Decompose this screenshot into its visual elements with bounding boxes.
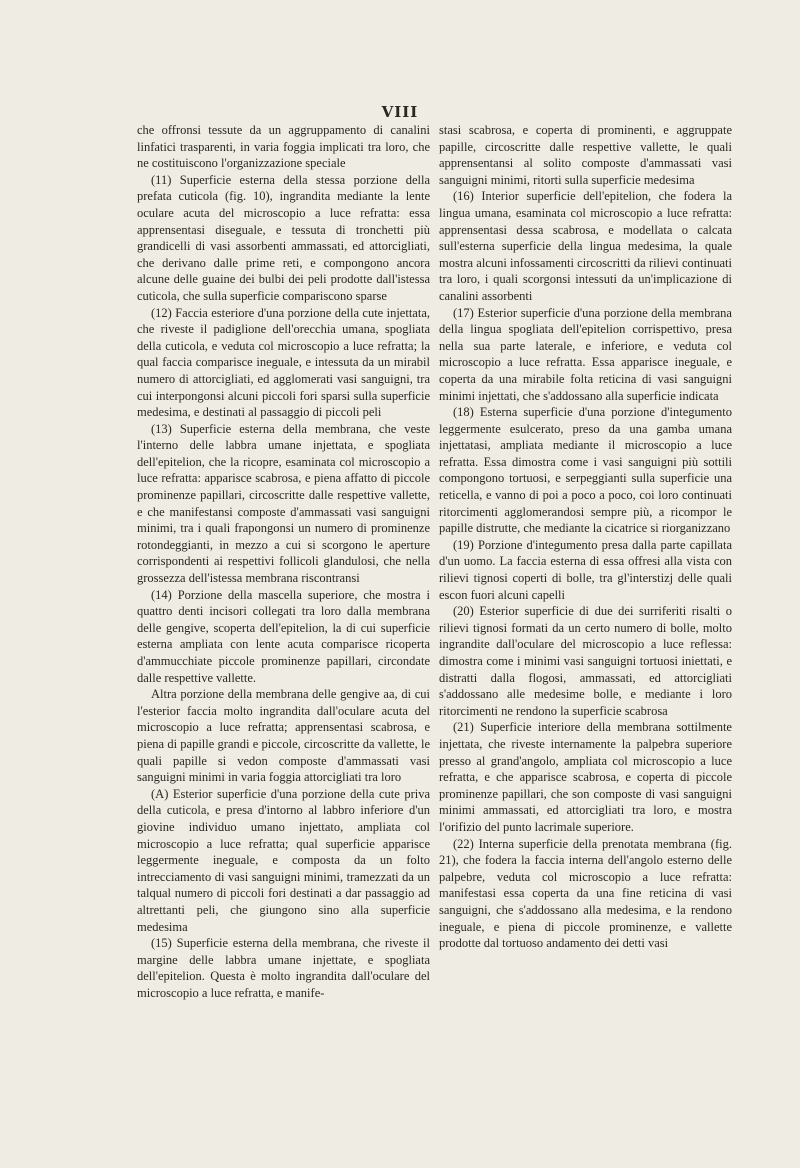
paragraph: (21) Superficie interiore della membrana sottilmente injettata, che riveste internamente la palpebra superiore presso al grand'angolo, ampliata col microscopio a luce refratta, e che apparisce scabrosa, e coperta di piccole prominenze papillari, che son composte di vasi sanguigni minimi ammassati, ed attorcigliati tra loro, e mostra l'orifizio del punto lacrimale superiore. — [439, 720, 732, 834]
paragraph: (13) Superficie esterna della membrana, che veste l'interno delle labbra umane injettata, e spogliata dell'epitelion, che la ricopre, esaminata col microscopio a luce refratta: apparisce scabrosa, e piena affatto di piccole prominenze papillari, circoscritte dalle respettive vallette, e che manifestansi composte d'ammassati vasi sanguigni minimi, tra i quali frapongonsi un numero di prominenze rotondeggianti, in mezzo a cui si scorgono le aperture corrispondenti ai respettivi follicoli glandulosi, che nella grossezza dell'istessa membrana riscontransi — [137, 421, 430, 586]
paragraph: (16) Interior superficie dell'epitelion, che fodera la lingua umana, esaminata col microscopio a luce refratta: apprensentasi dessa scabrosa, e modellata o calcata sull'esterna superficie della lingua medesima, la quale mostra alcuni infossamenti circoscritti da rilievi continuati tra loro, i quali scorgonsi intessuti da un'implicazione di canalini assorbenti — [439, 189, 732, 303]
paragraph: stasi scabrosa, e coperta di prominenti, e aggruppate papille, circoscritte dalle respettive vallette, le quali apprensentansi al solito composte d'ammassati vasi sanguigni minimi, ritorti sulla superficie medesima — [439, 123, 732, 187]
paragraph: Altra porzione della membrana delle gengive aa, di cui l'esterior faccia molto ingrandita dall'oculare acuta del microscopio a luce refratta; apprensentasi scabrosa, e piena di papille grandi e piccole, circoscritte da vallette, le quali papille si vedon composte d'ammassati vasi sanguigni minimi in varia foggia attorcigliati tra loro — [137, 687, 430, 785]
paragraph: (17) Esterior superficie d'una porzione della membrana della lingua spogliata dell'epitelion corrispettivo, presa nella sua parte laterale, e inferiore, e veduta col microscopio a luce refratta. Essa apparisce ineguale, e coperta da una mirabile folta reticina di vasi sanguigni minimi injettati, che s'addossano alla superficie indicata — [439, 305, 732, 403]
paragraph: che offronsi tessute da un aggruppamento di canalini linfatici trasparenti, in varia foggia implicati tra loro, che ne costituiscono l'organizzazione speciale — [137, 123, 430, 171]
left-column — [137, 122, 430, 1001]
paragraph: (14) Porzione della mascella superiore, che mostra i quattro denti incisori collegati tra loro dalla membrana delle gengive, scoperta dell'epitelion, la di cui superficie esterna ampliata con lente acuta comparisce ricoperta d'ammucchiate piccole prominenze papillari, circondate dalle respettive vallette. — [137, 587, 430, 685]
paragraph: (22) Interna superficie della prenotata membrana (fig. 21), che fodera la faccia interna dell'angolo esterno delle palpebre, veduta col microscopio a luce refratta: manifestasi essa coperta da una fine reticina di vasi sanguigni, che s'addossano alla medesima, e la rendono ineguale, e piena di piccole prominenze, e vallette prodotte dal tortuoso andamento dei detti vasi — [439, 836, 732, 951]
paragraph: (20) Esterior superficie di due dei surriferiti risalti o rilievi tignosi formati da un certo numero di bolle, molto ingrandite dall'oculare del microscopio a luce reflessa: dimostra come i minimi vasi sanguigni tortuosi iniettati, e distratti dalla flogosi, ammassati, ed attorcigliati s'addossano alle medesime bolle, e mediante i loro ritorcimenti ne rendono la superficie scabrosa — [439, 604, 732, 718]
paragraph: (18) Esterna superficie d'una porzione d'integumento leggermente esulcerato, preso da una gamba umana injettatasi, ampliata mediante il microscopio a luce refratta. Essa dimostra come i vasi sanguigni più sottili compongono tortuosi, e serpeggianti sulla superficie una reticella, e vanno di poi a poco a poco, coi loro continuati ritorcimenti agglomerandosi sempre più, a ricompor le papille distrutte, che mediante la cicatrice si riorganizzano — [439, 405, 732, 536]
paragraph: (15) Superficie esterna della membrana, che riveste il margine delle labbra umane injettate, e spogliata dell'epitelion. Questa è molto ingrandita dall'oculare del microscopio a luce refratta, e manife- — [137, 936, 430, 1000]
paragraph: (19) Porzione d'integumento presa dalla parte capillata d'un uomo. La faccia esterna di essa offresi alla vista con rilievi tignosi coperti di bolle, tra gl'interstizj delle quali escon fuori alcuni capelli — [439, 537, 732, 602]
page-number: VIII — [381, 103, 419, 121]
paragraph: (11) Superficie esterna della stessa porzione della prefata cuticola (fig. 10), ingrandita mediante la lente oculare acuta del microscopio a luce refratta: essa apprensentasi diseguale, e tessuta di tronchetti più grandicelli di vasi assorbenti ammassati, ed attorcigliati, che derivano dalle prime reti, e compongono ancora alcune delle guaine dei bulbi dei peli prodotte dall'istessa cuticola, che sulla superficie compariscono sparse — [137, 172, 430, 303]
right-column — [439, 122, 732, 952]
paragraph: (12) Faccia esteriore d'una porzione della cute injettata, che riveste il padiglione dell'orecchia umana, spogliata della cuticola, e veduta col microscopio a luce refratta; la qual faccia comparisce ineguale, e intessuta da un mirabil numero di attorcigliati, ed agglomerati vasi sanguigni, tra cui interpongonsi alcuni piccoli fori sparsi sulla superficie medesima, e destinati al passaggio di piccoli peli — [137, 305, 430, 420]
paragraph: (A) Esterior superficie d'una porzione della cute priva della cuticola, e presa d'intorno al labbro inferiore d'un giovine individuo umano injettato, ampliata col microscopio a luce refratta; qual superficie apparisce leggermente ineguale, e composta da un folto intrecciamento di vasi sanguigni minimi, tramezzati da un talqual numero di piccoli fori destinati a dar passaggio ad altrettanti peli, che giungono sino alla superficie medesima — [137, 786, 430, 934]
